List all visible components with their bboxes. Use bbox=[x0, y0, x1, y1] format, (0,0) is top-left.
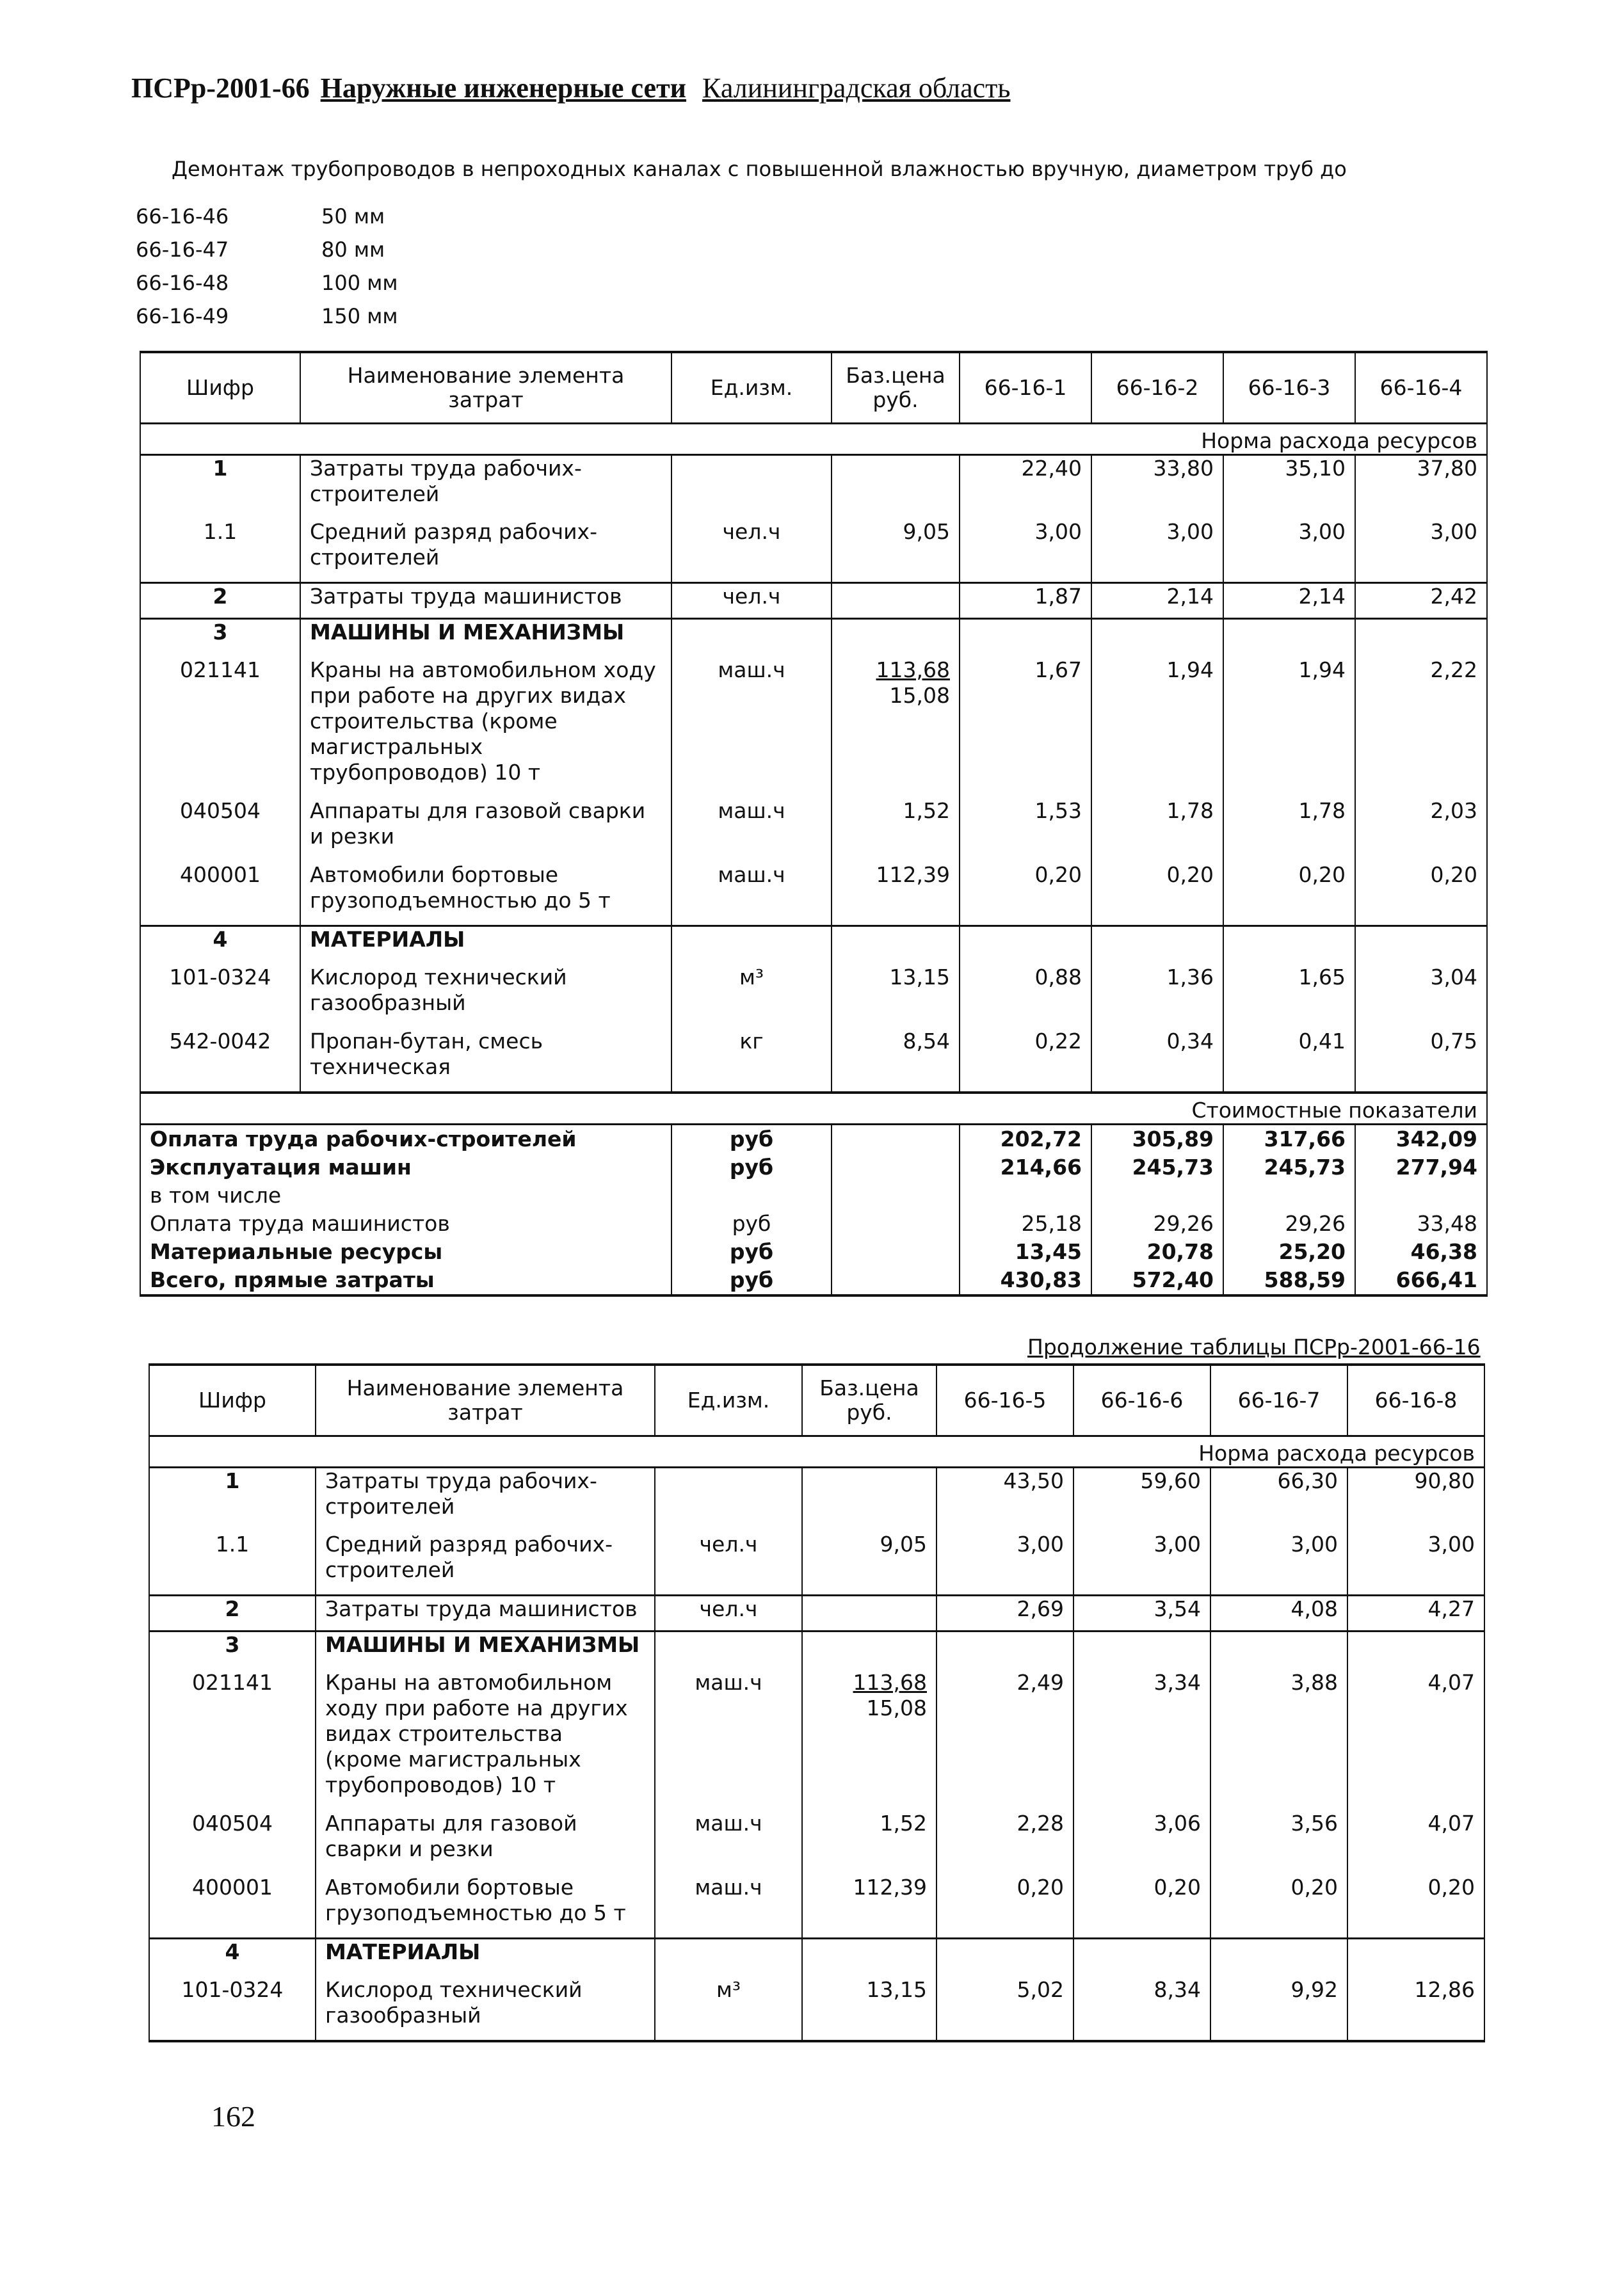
total-value: 46,38 bbox=[1355, 1238, 1487, 1266]
row-price bbox=[802, 1875, 937, 1939]
row-name: Автомобили бортовые грузоподъемностью до 5 т bbox=[300, 862, 671, 926]
total-value: 20,78 bbox=[1091, 1238, 1223, 1266]
total-value: 214,66 bbox=[960, 1153, 1091, 1182]
row-value bbox=[937, 1939, 1073, 1977]
header-column: 66-16-6 bbox=[1073, 1365, 1210, 1436]
row-value: 3,34 bbox=[1073, 1670, 1210, 1811]
row-value: 3,00 bbox=[1210, 1532, 1347, 1596]
row-price bbox=[832, 965, 960, 1029]
row-value: 0,75 bbox=[1355, 1029, 1487, 1093]
row-name: Автомобили бортовые грузоподъемностью до 5 т bbox=[316, 1875, 655, 1939]
header-name: Наименование элемента затрат bbox=[316, 1365, 655, 1436]
subitem-code: 66-16-47 bbox=[136, 237, 229, 262]
row-price bbox=[832, 583, 960, 619]
table-header-row bbox=[149, 1365, 1484, 1436]
row-code: 040504 bbox=[140, 798, 300, 862]
row-value: 1,78 bbox=[1091, 798, 1223, 862]
total-value: 305,89 bbox=[1091, 1124, 1223, 1153]
table-row bbox=[149, 1532, 1484, 1596]
row-price bbox=[832, 519, 960, 583]
total-value: 13,45 bbox=[960, 1238, 1091, 1266]
row-price bbox=[832, 862, 960, 926]
row-name: Средний разряд рабочих-строителей bbox=[316, 1532, 655, 1596]
total-value bbox=[1091, 1182, 1223, 1210]
price-value: 1,52 bbox=[903, 798, 950, 823]
table-row bbox=[149, 1632, 1484, 1670]
table-row bbox=[149, 1596, 1484, 1632]
table-row bbox=[140, 619, 1487, 657]
row-value: 2,42 bbox=[1355, 583, 1487, 619]
row-name: Аппараты для газовой сварки и резки bbox=[316, 1811, 655, 1875]
row-code: 3 bbox=[140, 619, 300, 657]
row-value bbox=[1355, 926, 1487, 965]
row-value: 2,69 bbox=[937, 1596, 1073, 1632]
row-value: 3,88 bbox=[1210, 1670, 1347, 1811]
row-value: 3,00 bbox=[960, 519, 1091, 583]
row-code: 040504 bbox=[149, 1811, 316, 1875]
row-unit bbox=[655, 1939, 802, 1977]
row-value: 2,22 bbox=[1355, 657, 1487, 798]
row-value: 59,60 bbox=[1073, 1468, 1210, 1532]
total-unit: руб bbox=[671, 1238, 832, 1266]
row-price bbox=[832, 455, 960, 519]
price-value: 9,05 bbox=[880, 1531, 927, 1557]
total-value: 342,09 bbox=[1355, 1124, 1487, 1153]
row-price bbox=[802, 1977, 937, 2041]
row-value: 3,00 bbox=[1091, 519, 1223, 583]
price-value-secondary: 15,08 bbox=[889, 682, 950, 708]
header-price: Баз.цена руб. bbox=[802, 1365, 937, 1436]
header-unit: Ед.изм. bbox=[671, 352, 832, 424]
row-name: Затраты труда машинистов bbox=[300, 583, 671, 619]
row-value bbox=[1073, 1632, 1210, 1670]
row-value: 8,34 bbox=[1073, 1977, 1210, 2041]
total-value bbox=[1355, 1182, 1487, 1210]
row-price bbox=[802, 1939, 937, 1977]
row-value bbox=[1223, 926, 1355, 965]
row-code: 4 bbox=[140, 926, 300, 965]
header-unit: Ед.изм. bbox=[655, 1365, 802, 1436]
row-name: Кислород технический газообразный bbox=[316, 1977, 655, 2041]
price-value: 113,68 bbox=[876, 657, 950, 682]
row-code: 021141 bbox=[149, 1670, 316, 1811]
row-unit: м³ bbox=[655, 1977, 802, 2041]
row-value: 0,34 bbox=[1091, 1029, 1223, 1093]
row-code: 101-0324 bbox=[140, 965, 300, 1029]
subitem-code: 66-16-49 bbox=[136, 304, 229, 328]
total-price bbox=[832, 1182, 960, 1210]
row-value: 4,07 bbox=[1347, 1811, 1484, 1875]
row-value: 5,02 bbox=[937, 1977, 1073, 2041]
total-value: 245,73 bbox=[1091, 1153, 1223, 1182]
row-value: 0,22 bbox=[960, 1029, 1091, 1093]
row-price bbox=[802, 1468, 937, 1532]
row-price bbox=[832, 1029, 960, 1093]
price-value: 113,68 bbox=[853, 1669, 927, 1695]
total-unit: руб bbox=[671, 1266, 832, 1295]
total-price bbox=[832, 1124, 960, 1153]
row-value: 66,30 bbox=[1210, 1468, 1347, 1532]
row-price bbox=[832, 798, 960, 862]
row-unit: маш.ч bbox=[671, 798, 832, 862]
table-row bbox=[149, 1811, 1484, 1875]
header-price: Баз.цена руб. bbox=[832, 352, 960, 424]
row-value: 1,67 bbox=[960, 657, 1091, 798]
total-row bbox=[140, 1210, 1487, 1238]
row-name: Аппараты для газовой сварки и резки bbox=[300, 798, 671, 862]
row-value: 1,94 bbox=[1223, 657, 1355, 798]
row-code: 1 bbox=[149, 1468, 316, 1532]
subitem-list bbox=[136, 200, 398, 333]
row-value: 3,00 bbox=[1347, 1532, 1484, 1596]
row-value: 4,07 bbox=[1347, 1670, 1484, 1811]
header-code: Шифр bbox=[140, 352, 300, 424]
total-row bbox=[140, 1182, 1487, 1210]
row-value: 1,78 bbox=[1223, 798, 1355, 862]
header-column: 66-16-2 bbox=[1091, 352, 1223, 424]
total-value: 245,73 bbox=[1223, 1153, 1355, 1182]
row-code: 1.1 bbox=[140, 519, 300, 583]
row-price bbox=[832, 657, 960, 798]
total-value: 33,48 bbox=[1355, 1210, 1487, 1238]
table-row bbox=[140, 583, 1487, 619]
row-name: Средний разряд рабочих-строителей bbox=[300, 519, 671, 583]
table-row bbox=[140, 657, 1487, 798]
total-name: Эксплуатация машин bbox=[140, 1153, 671, 1182]
row-value: 0,20 bbox=[1355, 862, 1487, 926]
table-row bbox=[149, 1939, 1484, 1977]
row-value: 1,36 bbox=[1091, 965, 1223, 1029]
cost-label: Стоимостные показатели bbox=[140, 1093, 1487, 1125]
table-row bbox=[140, 455, 1487, 519]
row-unit: чел.ч bbox=[671, 583, 832, 619]
row-code: 1.1 bbox=[149, 1532, 316, 1596]
row-value: 3,54 bbox=[1073, 1596, 1210, 1632]
row-value: 22,40 bbox=[960, 455, 1091, 519]
row-unit: маш.ч bbox=[671, 657, 832, 798]
row-value: 12,86 bbox=[1347, 1977, 1484, 2041]
row-value: 4,27 bbox=[1347, 1596, 1484, 1632]
row-value: 9,92 bbox=[1210, 1977, 1347, 2041]
total-row bbox=[140, 1124, 1487, 1153]
row-price bbox=[832, 619, 960, 657]
page-number: 162 bbox=[211, 2100, 255, 2133]
document-title: Наружные инженерные сети bbox=[320, 72, 687, 104]
row-value: 0,20 bbox=[1223, 862, 1355, 926]
row-code: 3 bbox=[149, 1632, 316, 1670]
row-value: 0,20 bbox=[1347, 1875, 1484, 1939]
total-value: 29,26 bbox=[1091, 1210, 1223, 1238]
row-value bbox=[1210, 1939, 1347, 1977]
total-name: Оплата труда рабочих-строителей bbox=[140, 1124, 671, 1153]
section-heading: МАШИНЫ И МЕХАНИЗМЫ bbox=[316, 1632, 655, 1670]
table-row bbox=[140, 798, 1487, 862]
total-value: 25,20 bbox=[1223, 1238, 1355, 1266]
row-unit bbox=[671, 619, 832, 657]
row-name: Кислород технический газообразный bbox=[300, 965, 671, 1029]
document-region: Калининградская область bbox=[702, 72, 1011, 104]
header-column: 66-16-7 bbox=[1210, 1365, 1347, 1436]
total-value: 29,26 bbox=[1223, 1210, 1355, 1238]
header-column: 66-16-8 bbox=[1347, 1365, 1484, 1436]
row-value: 3,00 bbox=[937, 1532, 1073, 1596]
table-row bbox=[149, 1977, 1484, 2041]
document-code: ПСРр-2001-66 bbox=[131, 72, 310, 104]
row-value bbox=[1347, 1632, 1484, 1670]
row-value: 1,87 bbox=[960, 583, 1091, 619]
subitem-code: 66-16-48 bbox=[136, 271, 229, 295]
total-name: Оплата труда машинистов bbox=[140, 1210, 671, 1238]
row-value: 1,94 bbox=[1091, 657, 1223, 798]
row-code: 400001 bbox=[140, 862, 300, 926]
row-value: 3,06 bbox=[1073, 1811, 1210, 1875]
table-row bbox=[140, 926, 1487, 965]
total-value: 666,41 bbox=[1355, 1266, 1487, 1295]
row-unit bbox=[655, 1468, 802, 1532]
row-value: 3,56 bbox=[1210, 1811, 1347, 1875]
price-value: 1,52 bbox=[880, 1810, 927, 1836]
section-heading: МАШИНЫ И МЕХАНИЗМЫ bbox=[300, 619, 671, 657]
row-unit: чел.ч bbox=[655, 1596, 802, 1632]
row-value: 2,49 bbox=[937, 1670, 1073, 1811]
row-unit: м³ bbox=[671, 965, 832, 1029]
row-name: Затраты труда машинистов bbox=[316, 1596, 655, 1632]
row-value: 0,20 bbox=[1091, 862, 1223, 926]
row-name: Затраты труда рабочих-строителей bbox=[316, 1468, 655, 1532]
price-value: 8,54 bbox=[903, 1028, 950, 1054]
subitem-size: 100 мм bbox=[321, 271, 398, 295]
total-price bbox=[832, 1266, 960, 1295]
row-value: 2,28 bbox=[937, 1811, 1073, 1875]
row-price bbox=[802, 1596, 937, 1632]
row-value: 37,80 bbox=[1355, 455, 1487, 519]
document-header bbox=[131, 72, 1010, 104]
row-value bbox=[1223, 619, 1355, 657]
subitem-size: 150 мм bbox=[321, 304, 398, 328]
row-code: 021141 bbox=[140, 657, 300, 798]
total-price bbox=[832, 1238, 960, 1266]
row-price bbox=[802, 1632, 937, 1670]
row-value bbox=[960, 926, 1091, 965]
row-value: 33,80 bbox=[1091, 455, 1223, 519]
row-value: 1,53 bbox=[960, 798, 1091, 862]
norm-label-row bbox=[140, 424, 1487, 455]
row-value: 0,88 bbox=[960, 965, 1091, 1029]
row-value bbox=[1073, 1939, 1210, 1977]
total-value: 25,18 bbox=[960, 1210, 1091, 1238]
row-value: 2,14 bbox=[1091, 583, 1223, 619]
row-value: 0,20 bbox=[960, 862, 1091, 926]
row-price bbox=[832, 926, 960, 965]
total-unit bbox=[671, 1182, 832, 1210]
section-intro: Демонтаж трубопроводов в непроходных каналах с повышенной влажностью вручную, диаметром труб до bbox=[172, 157, 1347, 181]
header-column: 66-16-4 bbox=[1355, 352, 1487, 424]
row-unit bbox=[671, 455, 832, 519]
row-value: 43,50 bbox=[937, 1468, 1073, 1532]
section-heading: МАТЕРИАЛЫ bbox=[300, 926, 671, 965]
resource-table-1 bbox=[140, 351, 1488, 1297]
table-header-row bbox=[140, 352, 1487, 424]
row-unit: чел.ч bbox=[655, 1532, 802, 1596]
row-value: 35,10 bbox=[1223, 455, 1355, 519]
norm-label-row bbox=[149, 1436, 1484, 1468]
total-value: 317,66 bbox=[1223, 1124, 1355, 1153]
price-value: 112,39 bbox=[876, 862, 950, 887]
total-price bbox=[832, 1210, 960, 1238]
table-row bbox=[149, 1670, 1484, 1811]
subitem bbox=[136, 200, 398, 233]
row-value: 4,08 bbox=[1210, 1596, 1347, 1632]
row-value: 3,04 bbox=[1355, 965, 1487, 1029]
table-row bbox=[140, 519, 1487, 583]
row-value: 3,00 bbox=[1223, 519, 1355, 583]
row-value: 2,03 bbox=[1355, 798, 1487, 862]
total-value: 277,94 bbox=[1355, 1153, 1487, 1182]
total-value: 572,40 bbox=[1091, 1266, 1223, 1295]
total-row bbox=[140, 1153, 1487, 1182]
continuation-label: Продолжение таблицы ПСРр-2001-66-16 bbox=[1027, 1335, 1481, 1359]
table-row bbox=[140, 862, 1487, 926]
total-value bbox=[960, 1182, 1091, 1210]
total-value: 430,83 bbox=[960, 1266, 1091, 1295]
row-name: Краны на автомобильном ходу при работе на других видах строительства (кроме магистральных трубопроводов) 10 т bbox=[316, 1670, 655, 1811]
total-name: Материальные ресурсы bbox=[140, 1238, 671, 1266]
row-price bbox=[802, 1811, 937, 1875]
total-row bbox=[140, 1238, 1487, 1266]
total-row bbox=[140, 1266, 1487, 1295]
header-column: 66-16-3 bbox=[1223, 352, 1355, 424]
row-unit: чел.ч bbox=[671, 519, 832, 583]
row-unit bbox=[655, 1632, 802, 1670]
total-price bbox=[832, 1153, 960, 1182]
norm-label: Норма расхода ресурсов bbox=[140, 424, 1487, 455]
price-value: 13,15 bbox=[889, 964, 950, 990]
section-heading: МАТЕРИАЛЫ bbox=[316, 1939, 655, 1977]
row-value bbox=[1210, 1632, 1347, 1670]
header-column: 66-16-1 bbox=[960, 352, 1091, 424]
row-value: 90,80 bbox=[1347, 1468, 1484, 1532]
price-value: 9,05 bbox=[903, 518, 950, 544]
row-code: 4 bbox=[149, 1939, 316, 1977]
price-value: 112,39 bbox=[853, 1874, 927, 1900]
row-unit: кг bbox=[671, 1029, 832, 1093]
row-value bbox=[937, 1632, 1073, 1670]
row-value: 0,20 bbox=[1210, 1875, 1347, 1939]
header-name: Наименование элемента затрат bbox=[300, 352, 671, 424]
row-value: 0,20 bbox=[1073, 1875, 1210, 1939]
subitem bbox=[136, 233, 398, 266]
total-unit: руб bbox=[671, 1124, 832, 1153]
resource-table-2 bbox=[149, 1363, 1485, 2042]
row-name: Затраты труда рабочих-строителей bbox=[300, 455, 671, 519]
row-unit: маш.ч bbox=[655, 1875, 802, 1939]
subitem bbox=[136, 266, 398, 300]
header-column: 66-16-5 bbox=[937, 1365, 1073, 1436]
row-price bbox=[802, 1532, 937, 1596]
total-value: 588,59 bbox=[1223, 1266, 1355, 1295]
total-name: Всего, прямые затраты bbox=[140, 1266, 671, 1295]
row-code: 101-0324 bbox=[149, 1977, 316, 2041]
row-value bbox=[960, 619, 1091, 657]
subitem-size: 80 мм bbox=[321, 237, 385, 262]
subitem bbox=[136, 300, 398, 333]
row-value: 2,14 bbox=[1223, 583, 1355, 619]
total-unit: руб bbox=[671, 1153, 832, 1182]
table-row bbox=[149, 1875, 1484, 1939]
total-value bbox=[1223, 1182, 1355, 1210]
row-value bbox=[1091, 926, 1223, 965]
total-unit: руб bbox=[671, 1210, 832, 1238]
row-name: Пропан-бутан, смесь техническая bbox=[300, 1029, 671, 1093]
row-value: 3,00 bbox=[1355, 519, 1487, 583]
header-code: Шифр bbox=[149, 1365, 316, 1436]
row-unit bbox=[671, 926, 832, 965]
row-price bbox=[802, 1670, 937, 1811]
row-value: 0,20 bbox=[937, 1875, 1073, 1939]
row-value: 0,41 bbox=[1223, 1029, 1355, 1093]
row-code: 542-0042 bbox=[140, 1029, 300, 1093]
row-unit: маш.ч bbox=[655, 1670, 802, 1811]
row-code: 1 bbox=[140, 455, 300, 519]
table-row bbox=[140, 965, 1487, 1029]
row-code: 2 bbox=[140, 583, 300, 619]
row-name: Краны на автомобильном ходу при работе на других видах строительства (кроме магистральных трубопроводов) 10 т bbox=[300, 657, 671, 798]
table-row bbox=[149, 1468, 1484, 1532]
row-code: 2 bbox=[149, 1596, 316, 1632]
row-value: 3,00 bbox=[1073, 1532, 1210, 1596]
row-code: 400001 bbox=[149, 1875, 316, 1939]
row-value bbox=[1091, 619, 1223, 657]
subitem-code: 66-16-46 bbox=[136, 204, 229, 229]
row-value bbox=[1347, 1939, 1484, 1977]
row-value: 1,65 bbox=[1223, 965, 1355, 1029]
row-unit: маш.ч bbox=[671, 862, 832, 926]
price-value: 13,15 bbox=[866, 1976, 927, 2002]
table-row bbox=[140, 1029, 1487, 1093]
total-value: 202,72 bbox=[960, 1124, 1091, 1153]
price-value-secondary: 15,08 bbox=[866, 1695, 927, 1720]
row-unit: маш.ч bbox=[655, 1811, 802, 1875]
row-value bbox=[1355, 619, 1487, 657]
norm-label: Норма расхода ресурсов bbox=[149, 1436, 1484, 1468]
subitem-size: 50 мм bbox=[321, 204, 385, 229]
total-name: в том числе bbox=[140, 1182, 671, 1210]
cost-label-row bbox=[140, 1093, 1487, 1125]
